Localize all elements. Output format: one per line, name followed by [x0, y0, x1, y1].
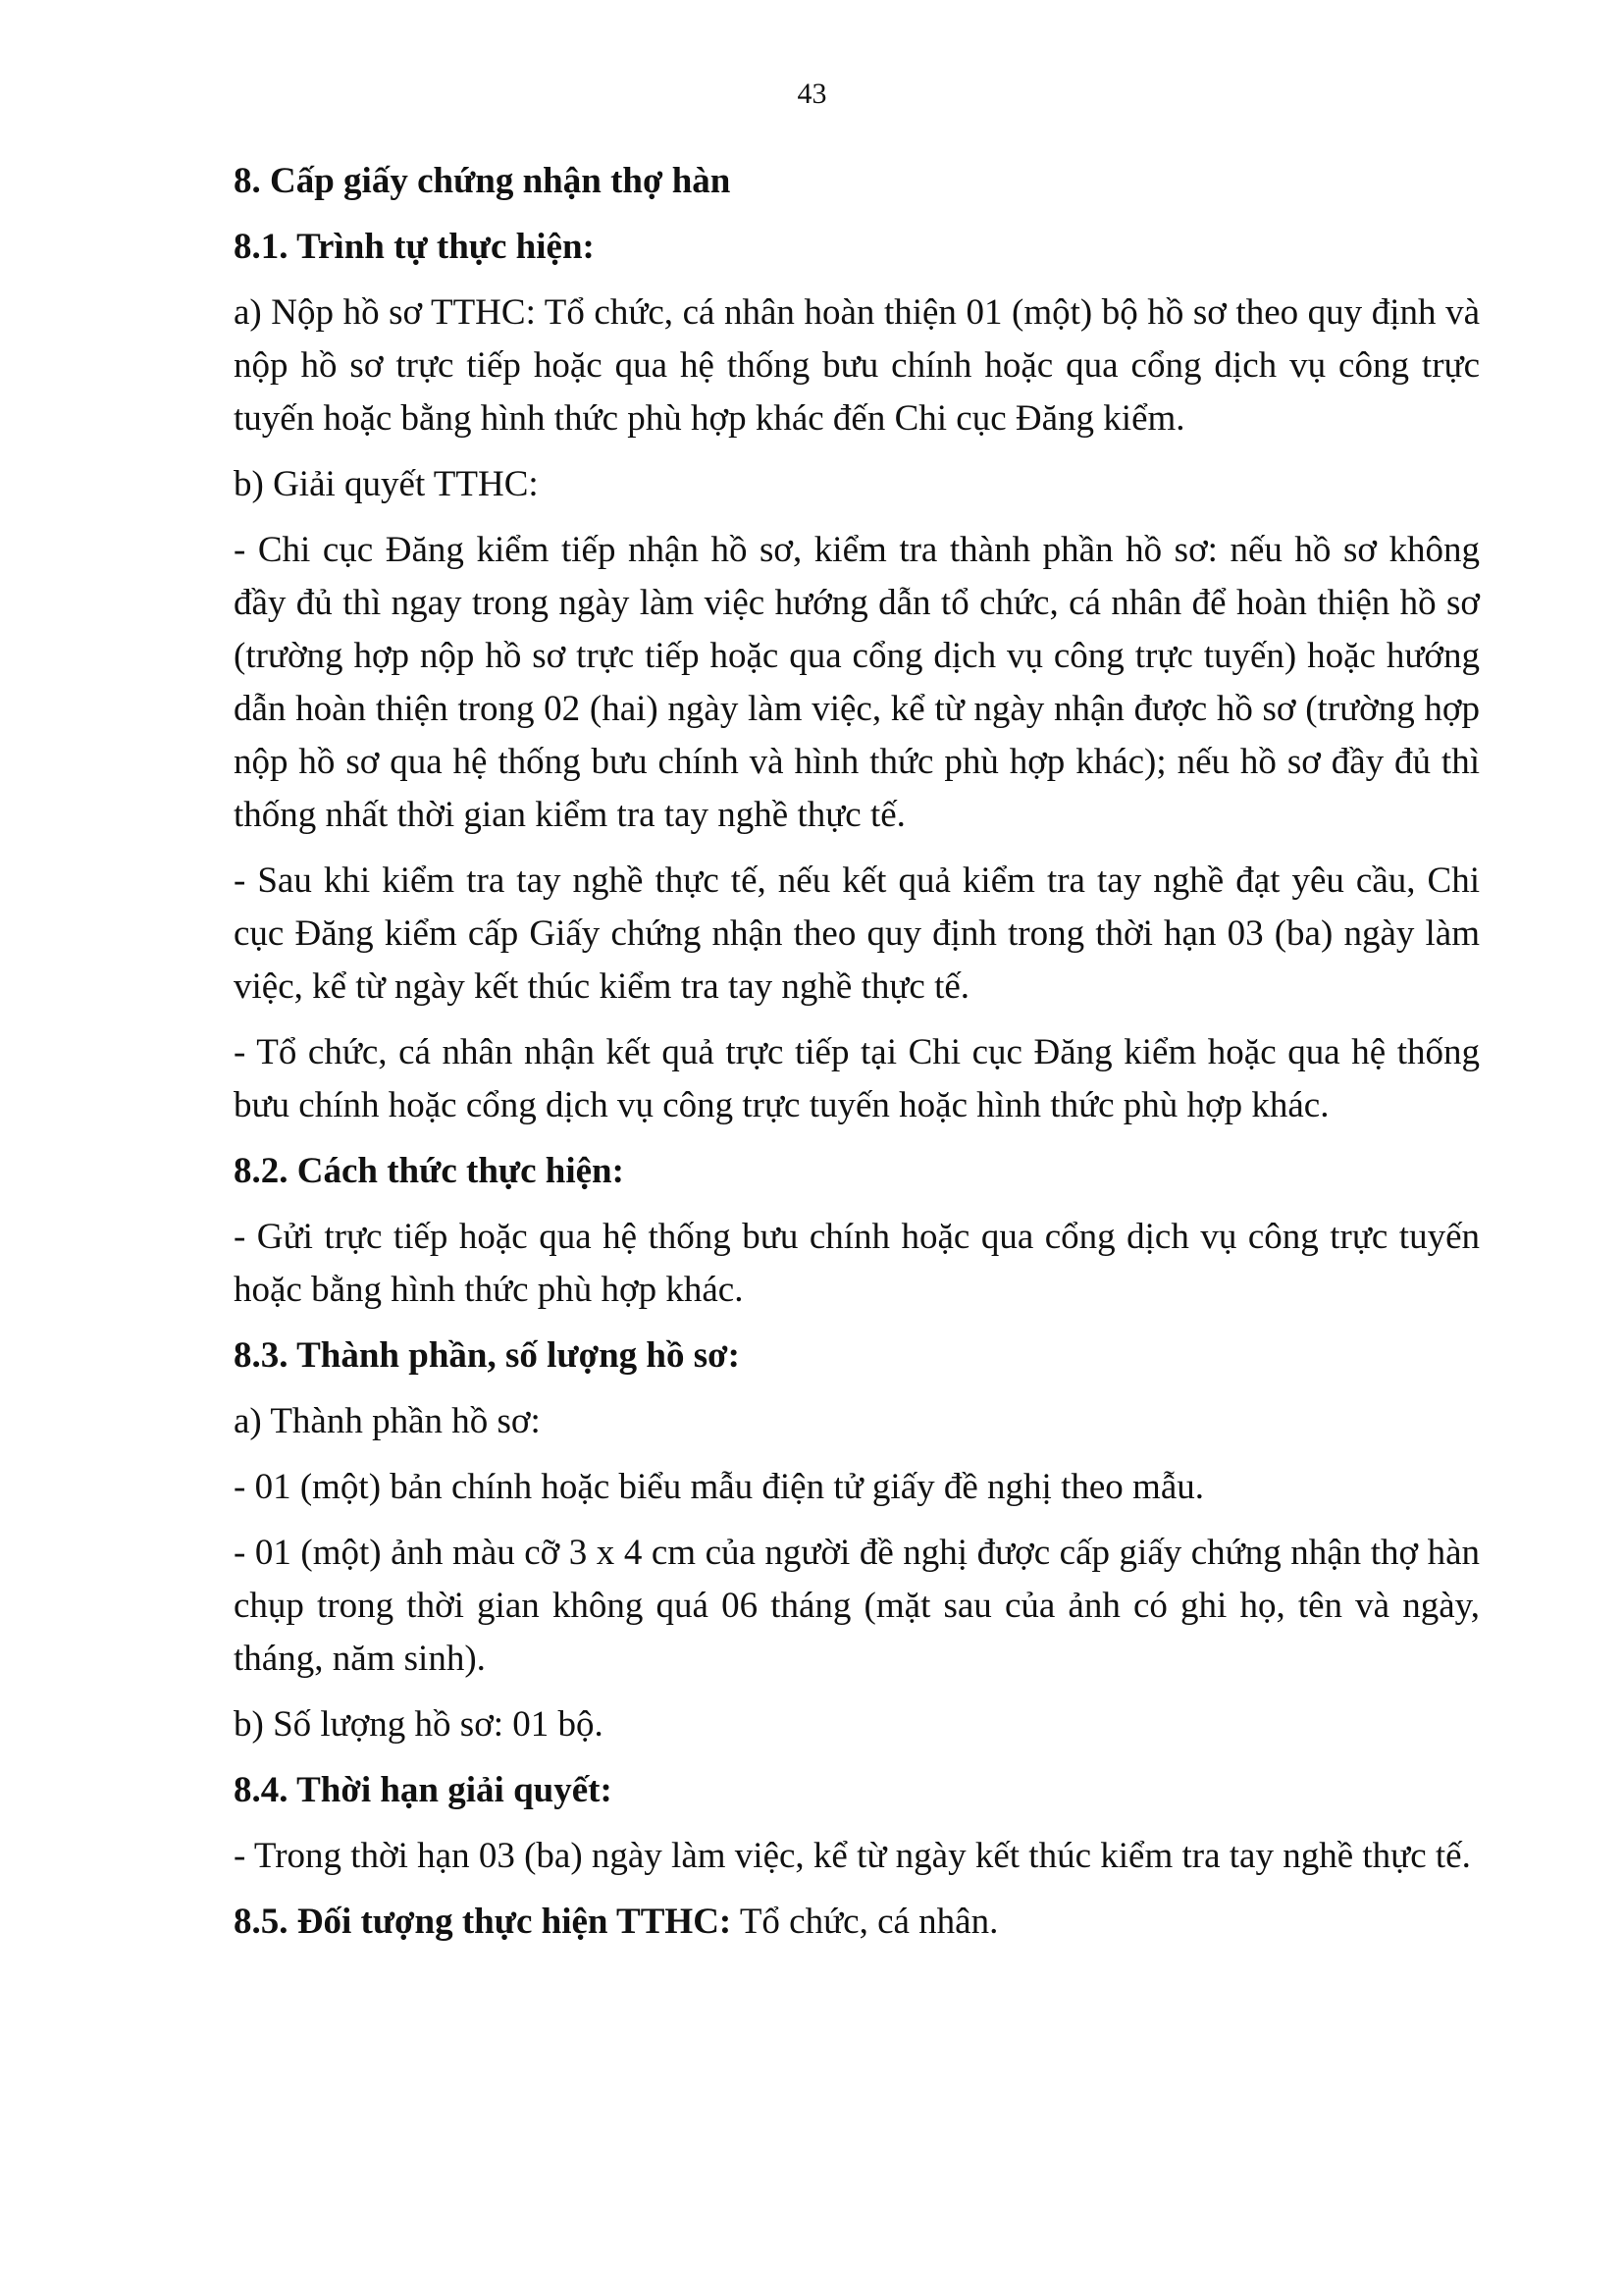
- paragraph-components-label: a) Thành phần hồ sơ:: [234, 1401, 541, 1441]
- subsection-heading-8-1: 8.1. Trình tự thực hiện:: [234, 227, 595, 267]
- paragraph-receive-result: - Tổ chức, cá nhân nhận kết quả trực tiếp tại Chi cục Đăng kiểm hoặc qua hệ thống bưu chính hoặc cổng dịch vụ công trực tuyến hoặc hình thức phù hợp khác.: [234, 1032, 1480, 1125]
- paragraph-component-form: - 01 (một) bản chính hoặc biểu mẫu điện tử giấy đề nghị theo mẫu.: [234, 1467, 1204, 1507]
- paragraph-component-photo: - 01 (một) ảnh màu cỡ 3 x 4 cm của người đề nghị được cấp giấy chứng nhận thợ hàn chụp trong thời gian không quá 06 tháng (mặt sau của ảnh có ghi họ, tên và ngày, tháng, năm sinh).: [234, 1533, 1480, 1679]
- paragraph-method: - Gửi trực tiếp hoặc qua hệ thống bưu chính hoặc qua cổng dịch vụ công trực tuyến hoặc bằng hình thức phù hợp khác.: [234, 1217, 1480, 1310]
- subsection-heading-8-3: 8.3. Thành phần, số lượng hồ sơ:: [234, 1335, 740, 1376]
- paragraph-issue-certificate: - Sau khi kiểm tra tay nghề thực tế, nếu kết quả kiểm tra tay nghề đạt yêu cầu, Chi cục Đăng kiểm cấp Giấy chứng nhận theo quy định trong thời hạn 03 (ba) ngày làm việc, kể từ ngày kết thúc kiểm tra tay nghề thực tế.: [234, 861, 1480, 1007]
- subsection-heading-8-4: 8.4. Thời hạn giải quyết:: [234, 1770, 612, 1810]
- paragraph-subjects: [234, 1896, 1480, 1949]
- paragraph-receive-dossier: - Chi cục Đăng kiểm tiếp nhận hồ sơ, kiểm tra thành phần hồ sơ: nếu hồ sơ không đầy đủ thì ngay trong ngày làm việc hướng dẫn tổ chức, cá nhân để hoàn thiện hồ sơ (trường hợp nộp hồ sơ trực tiếp hoặc qua cổng dịch vụ công trực tuyến) hoặc hướng dẫn hoàn thiện trong 02 (hai) ngày làm việc, kể từ ngày nhận được hồ sơ (trường hợp nộp hồ sơ qua hệ thống bưu chính và hình thức phù hợp khác); nếu hồ sơ đầy đủ thì thống nhất thời gian kiểm tra tay nghề thực tế.: [234, 530, 1480, 835]
- subsection-heading-8-2: 8.2. Cách thức thực hiện:: [234, 1151, 624, 1191]
- page-number: 43: [797, 78, 827, 110]
- subjects-text: Tổ chức, cá nhân.: [731, 1902, 999, 1942]
- section-heading-8: 8. Cấp giấy chứng nhận thợ hàn: [234, 161, 731, 201]
- paragraph-submit-dossier: a) Nộp hồ sơ TTHC: Tổ chức, cá nhân hoàn thiện 01 (một) bộ hồ sơ theo quy định và nộp hồ sơ trực tiếp hoặc qua hệ thống bưu chính hoặc qua cổng dịch vụ công trực tuyến hoặc bằng hình thức phù hợp khác đến Chi cục Đăng kiểm.: [234, 292, 1480, 439]
- subsection-heading-8-5: 8.5. Đối tượng thực hiện TTHC:: [234, 1902, 732, 1942]
- paragraph-quantity: b) Số lượng hồ sơ: 01 bộ.: [234, 1704, 603, 1745]
- document-body: [234, 155, 1480, 1961]
- paragraph-time-limit: - Trong thời hạn 03 (ba) ngày làm việc, kể từ ngày kết thúc kiểm tra tay nghề thực tế.: [234, 1836, 1471, 1876]
- paragraph-resolve-label: b) Giải quyết TTHC:: [234, 464, 539, 504]
